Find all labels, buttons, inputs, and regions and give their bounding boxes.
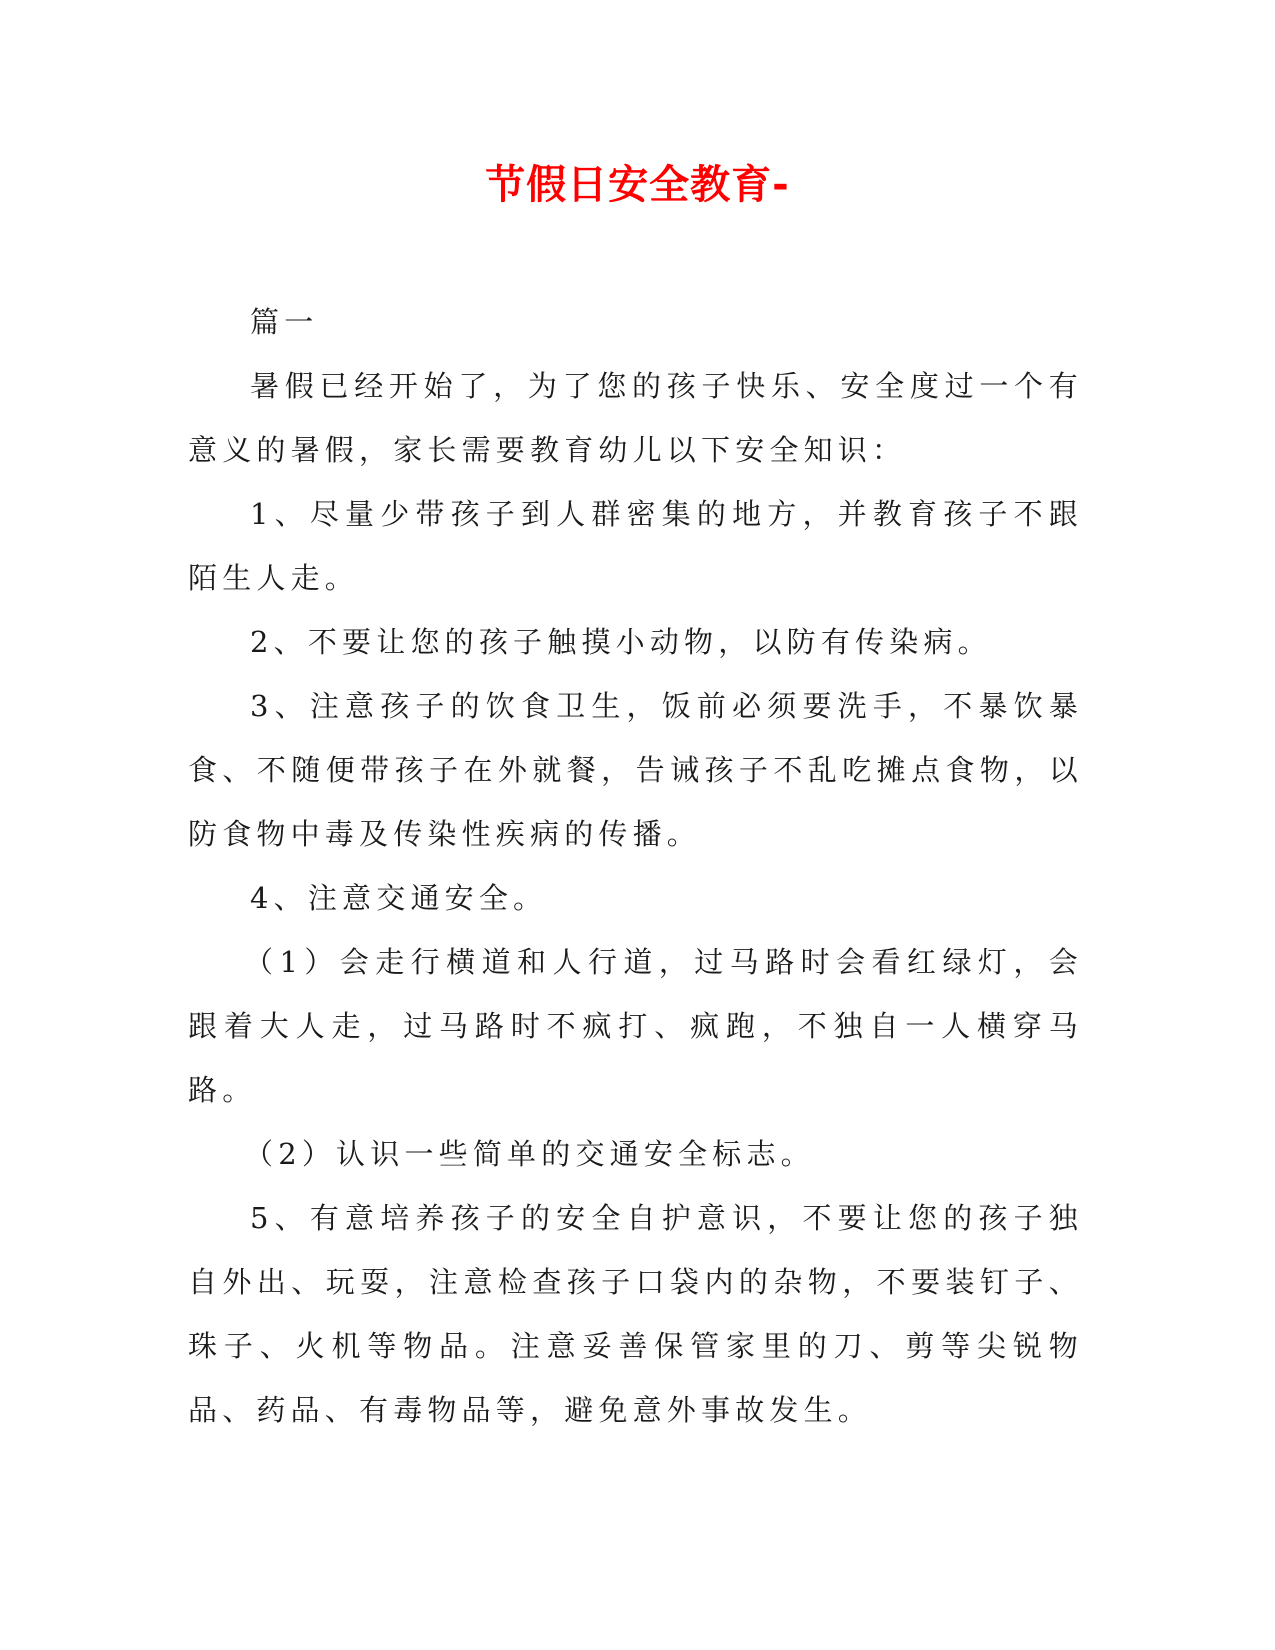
document-body (188, 290, 1083, 1442)
section-heading: 篇一 (250, 305, 319, 339)
sub-item-2: （2）认识一些简单的交通安全标志。 (244, 1137, 815, 1171)
document-title: 节假日安全教育- (485, 162, 790, 208)
list-item-1: 1、尽量少带孩子到人群密集的地方，并教育孩子不跟陌生人走。 (188, 497, 1083, 595)
list-item-3: 3、注意孩子的饮食卫生，饭前必须要洗手，不暴饮暴食、不随便带孩子在外就餐，告诫孩子不乱吃摊点食物，以防食物中毒及传染性疾病的传播。 (188, 689, 1083, 851)
sub-item-1: （1）会走行横道和人行道，过马路时会看红绿灯，会跟着大人走，过马路时不疯打、疯跑，不独自一人横穿马路。 (188, 945, 1083, 1107)
intro-paragraph: 暑假已经开始了，为了您的孩子快乐、安全度过一个有意义的暑假，家长需要教育幼儿以下安全知识： (188, 369, 1083, 467)
list-item-2: 2、不要让您的孩子触摸小动物，以防有传染病。 (250, 625, 992, 659)
list-item-4: 4、注意交通安全。 (250, 881, 548, 915)
list-item-5: 5、有意培养孩子的安全自护意识，不要让您的孩子独自外出、玩耍，注意检查孩子口袋内的杂物，不要装钉子、珠子、火机等物品。注意妥善保管家里的刀、剪等尖锐物品、药品、有毒物品等，避免意外事故发生。 (188, 1201, 1083, 1427)
